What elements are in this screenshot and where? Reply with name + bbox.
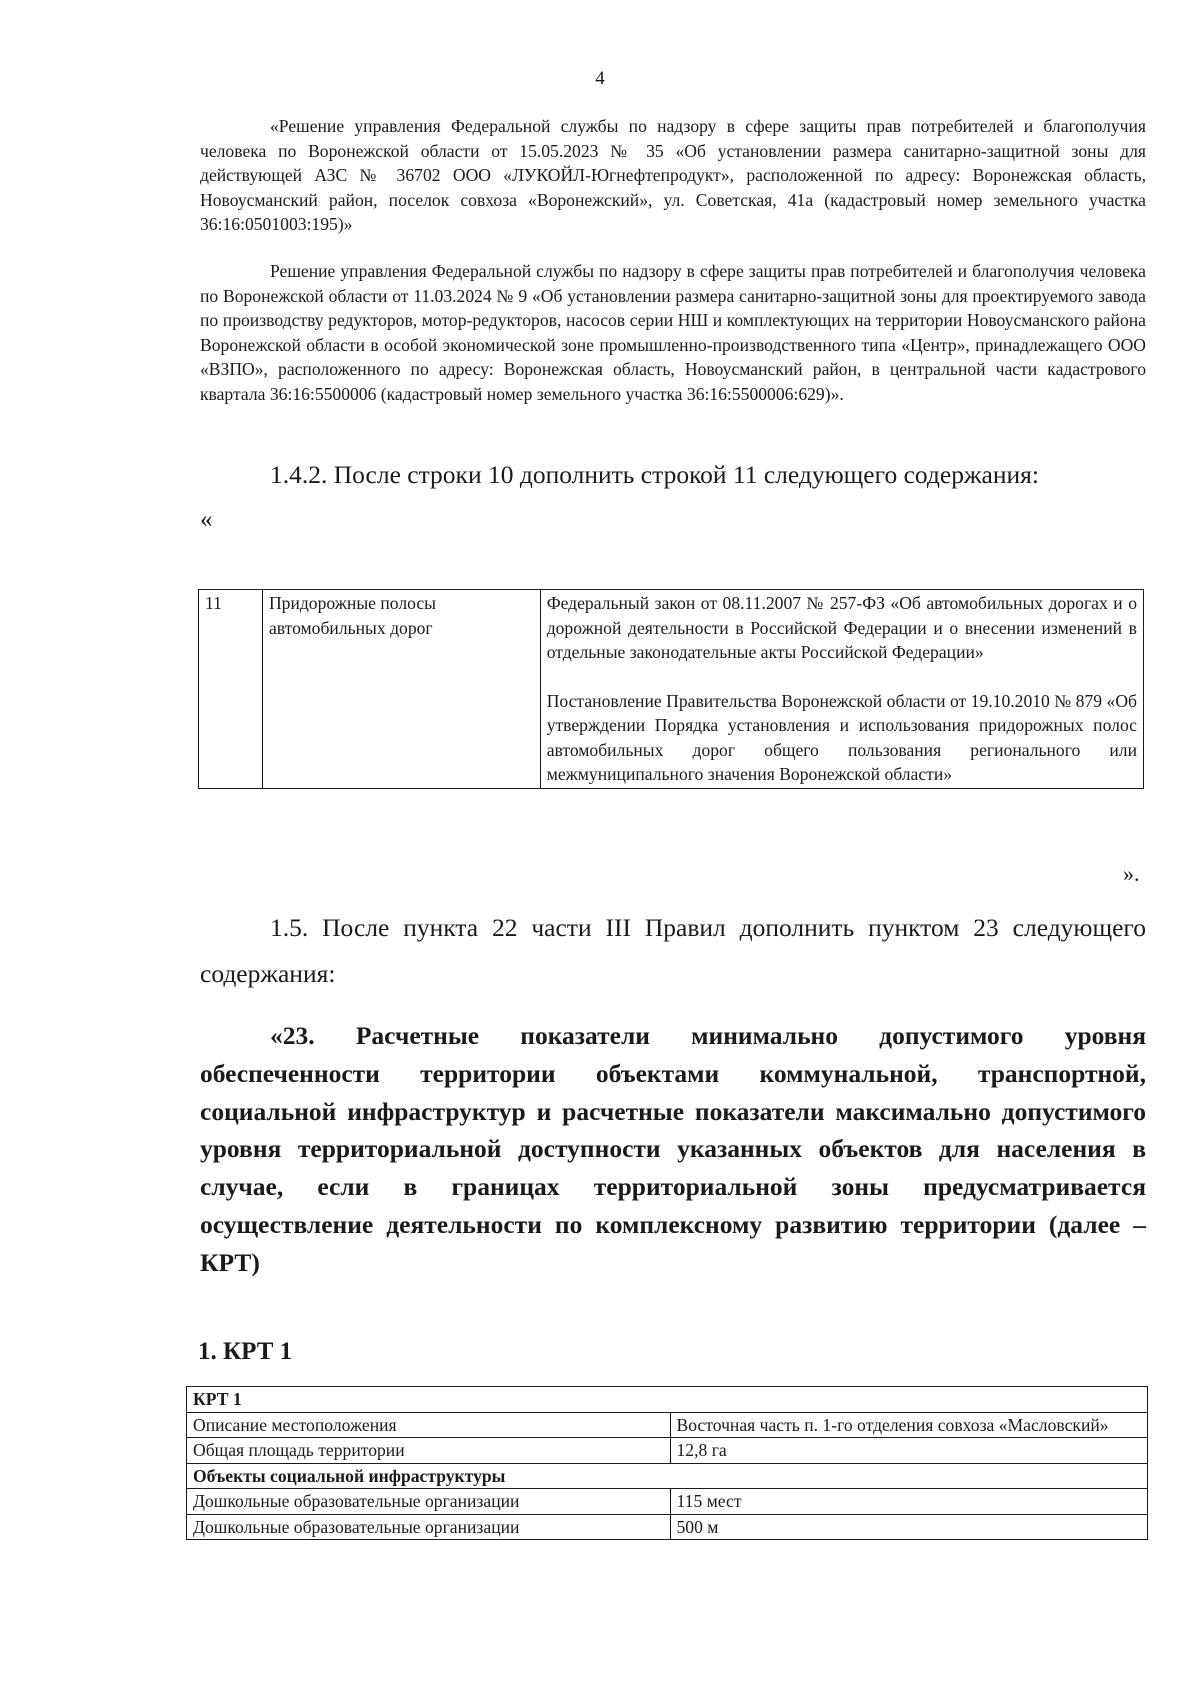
table-open-quote: « (200, 506, 213, 533)
preschool-label-cell: Дошкольные образовательные организации (187, 1489, 671, 1515)
table-row (187, 1438, 1148, 1464)
regional-resolution-text: Постановление Правительства Воронежской области от 19.10.2010 № 879 «Об утверждении Порядка установления и использования придорожных полос автомобильных дорог общего пользования регионального или межмуниципального значения Воронежской области» (546, 690, 1137, 784)
section-heading-krt1: 1. КРТ 1 (198, 1338, 293, 1365)
paragraph-sanitary-zone-azs: «Решение управления Федеральной службы по надзору в сфере защиты прав потребителей и благополучия человека по Воронежской области от 15.05.2023 № 35 «Об установлении размера санитарно-защитной зоны для действующей АЗС № 36702 ООО «ЛУКОЙЛ-Югнефтепродукт», расположенной по адресу: Воронежская область, Новоусманский район, поселок совхоза «Воронежский», ул. Советская, 41а (кадастровый номер земельного участка 36:16:0501003:195)» (200, 116, 1146, 235)
krt-title-cell: КРТ 1 (187, 1387, 1148, 1413)
page-number: 4 (595, 68, 605, 89)
row-number-cell: 11 (199, 590, 263, 789)
location-value-cell: Восточная часть п. 1-го отделения совхоза «Масловский» (670, 1412, 1148, 1438)
area-value-cell: 12,8 га (670, 1438, 1148, 1464)
item-23-heading: «23. Расчетные показатели минимально допустимого уровня обеспеченности территории объектами коммунальной, транспортной, социальной инфраструктур и расчетные показатели максимально допустимого уровня территориальной доступности указанных объектов для населения в случае, если в границах территориальной зоны предусматривается осуществление деятельности по комплексному развитию территории (далее – КРТ) (200, 1021, 1146, 1277)
legal-basis-cell (540, 590, 1143, 789)
table-row (187, 1514, 1148, 1540)
krt1-table (186, 1386, 1148, 1540)
table-close-quote: ». (1123, 861, 1140, 886)
preschool-label-cell: Дошкольные образовательные организации (187, 1514, 671, 1540)
preschool-capacity-cell: 115 мест (670, 1489, 1148, 1515)
paragraph-sanitary-zone-vzpo: Решение управления Федеральной службы по надзору в сфере защиты прав потребителей и благополучия человека по Воронежской области от 11.03.2024 № 9 «Об установлении размера санитарно-защитной зоны для проектируемого завода по производству редукторов, мотор-редукторов, насосов серии НШ и комплектующих на территории Новоусманского района Воронежской области в особой экономической зоне промышленно-производственного типа «Центр», принадлежащего ООО «ВЗПО», расположенного по адресу: Воронежская область, Новоусманский район, в центральной части кадастрового квартала 36:16:5500006 (кадастровый номер земельного участка 36:16:5500006:629)». (200, 261, 1146, 404)
zones-table-row-11 (198, 589, 1144, 789)
area-label-cell: Общая площадь территории (187, 1438, 671, 1464)
table-row (199, 590, 1144, 789)
item-1-4-2: 1.4.2. После строки 10 дополнить строкой 11 следующего содержания: (270, 460, 1039, 489)
table-row (187, 1387, 1148, 1413)
preschool-distance-cell: 500 м (670, 1514, 1148, 1540)
table-row (187, 1463, 1148, 1489)
social-infrastructure-header: Объекты социальной инфраструктуры (187, 1463, 1148, 1489)
table-row (187, 1412, 1148, 1438)
item-1-5: 1.5. После пункта 22 части III Правил дополнить пунктом 23 следующего содержания: (200, 913, 1146, 988)
zone-name-cell: Придорожные полосы автомобильных дорог (262, 590, 540, 789)
location-label-cell: Описание местоположения (187, 1412, 671, 1438)
table-row (187, 1489, 1148, 1515)
federal-law-text: Федеральный закон от 08.11.2007 № 257-ФЗ «Об автомобильных дорогах и о дорожной деятельности в Российской Федерации и о внесении изменений в отдельные законодательные акты Российской Федерации» (546, 593, 1137, 662)
